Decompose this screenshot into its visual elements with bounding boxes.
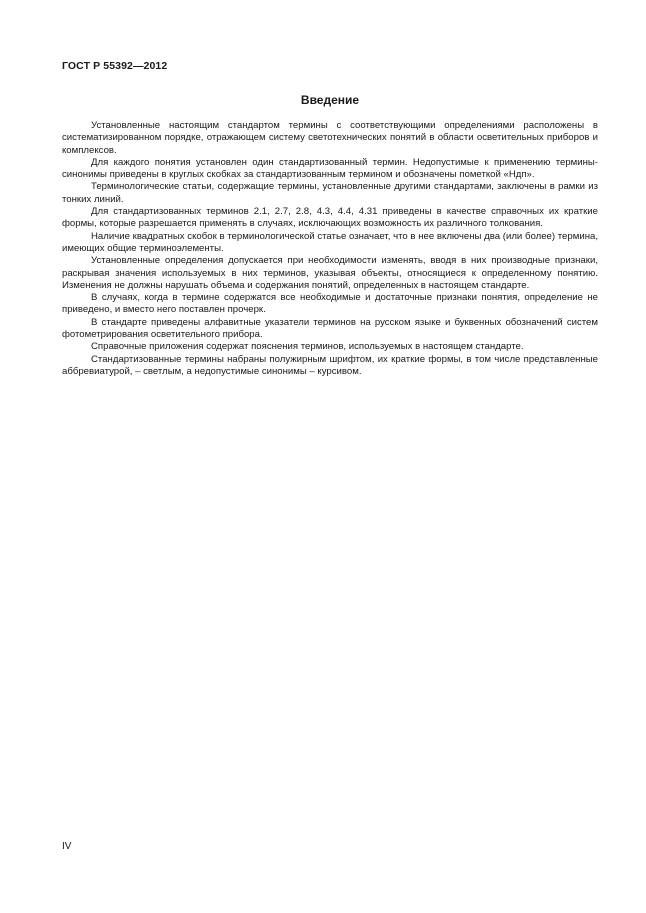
standard-code: ГОСТ Р 55392—2012 bbox=[62, 60, 168, 72]
paragraph: Для каждого понятия установлен один стандартизованный термин. Недопустимые к применению термины-синонимы приведены в круглых скобках за стандартизованным термином и обозначены пометкой «Ндп». bbox=[62, 156, 598, 181]
paragraph: Справочные приложения содержат пояснения терминов, используемых в настоящем стандарте. bbox=[91, 341, 524, 353]
paragraph: В случаях, когда в термине содержатся все необходимые и достаточные признаки понятия, определение не приведено, и вместо него поставлен прочерк. bbox=[62, 292, 598, 316]
section-title: Введение bbox=[300, 93, 360, 107]
page-number: IV bbox=[62, 841, 72, 852]
paragraph: В стандарте приведены алфавитные указатели терминов на русском языке и буквенных обозначений систем фотометрирования осветительного прибора. bbox=[62, 316, 598, 341]
paragraph: Наличие квадратных скобок в терминологической статье означает, что в нее включены два (или более) термина, имеющих общие терминоэлементы. bbox=[62, 230, 598, 254]
paragraph: Для стандартизованных терминов 2.1, 2.7, 2.8, 4.3, 4.4, 4.31 приведены в качестве справочных их краткие формы, которые разрешается применять в случаях, исключающих возможность их различного толкования. bbox=[62, 206, 598, 230]
introduction-body bbox=[62, 120, 598, 378]
paragraph: Терминологические статьи, содержащие термины, установленные другими стандартами, заключены в рамки из тонких линий. bbox=[62, 181, 598, 205]
paragraph: Стандартизованные термины набраны полужирным шрифтом, их краткие формы, в том числе представленные аббревиатурой, – светлым, а недопустимые синонимы – курсивом. bbox=[62, 353, 598, 377]
paragraph: Установленные определения допускается при необходимости изменять, вводя в них производные признаки, раскрывая значения используемых в них терминов, указывая объекты, относящиеся к определенному понятию. Изменения не должны нарушать объема и содержания понятий, определенных в настоящем стандарте. bbox=[62, 255, 598, 291]
paragraph: Установленные настоящим стандартом термины с соответствующими определениями расположены в систематизированном порядке, отражающем систему светотехнических понятий в области осветительных приборов и комплексов. bbox=[62, 120, 598, 156]
